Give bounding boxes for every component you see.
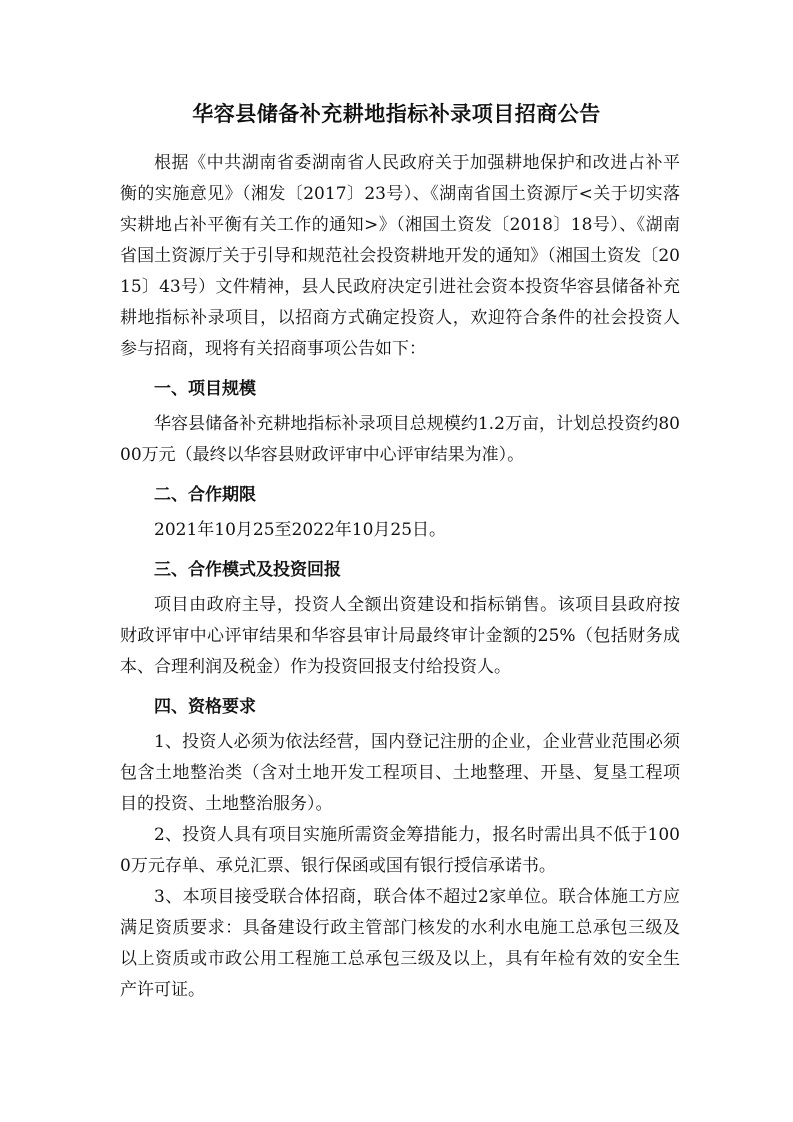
section-paragraph: 1、投资人必须为依法经营，国内登记注册的企业，企业营业范围必须包含土地整治类（含对土地开发工程项目、土地整理、开垦、复垦工程项目的投资、土地整治服务）。 [120, 732, 680, 814]
section-heading-qualification: 四、资格要求 [154, 697, 256, 717]
document-body [120, 148, 680, 1006]
section-paragraph: 3、本项目接受联合体招商，联合体不超过2家单位。联合体施工方应满足资质要求：具备建设行政主管部门核发的水利水电施工总承包三级及以上资质或市政公用工程施工总承包三级及以上，具有年检有效的安全生产许可证。 [120, 887, 680, 1000]
section-paragraph: 华容县储备补充耕地指标补录项目总规模约1.2万亩，计划总投资约8000万元（最终以华容县财政评审中心评审结果为准）。 [120, 414, 680, 465]
section-heading-term: 二、合作期限 [154, 485, 256, 505]
section-heading-model: 三、合作模式及投资回报 [154, 560, 341, 580]
intro-paragraph: 根据《中共湖南省委湖南省人民政府关于加强耕地保护和改进占补平衡的实施意见》（湘发〔2017〕23号）、《湖南省国土资源厅<关于切实落实耕地占补平衡有关工作的通知>》（湘国土资发〔2018〕18号）、《湖南省国土资源厅关于引导和规范社会投资耕地开发的通知》（湘国土资发〔2015〕43号）文件精神，县人民政府决定引进社会资本投资华容县储备补充耕地指标补录项目，以招商方式确定投资人，欢迎符合条件的社会投资人参与招商，现将有关招商事项公告如下： [120, 153, 680, 359]
section-paragraph: 2、投资人具有项目实施所需资金筹措能力，报名时需出具不低于1000万元存单、承兑汇票、银行保函或国有银行授信承诺书。 [120, 825, 680, 876]
page-title: 华容县储备补充耕地指标补录项目招商公告 [192, 102, 601, 126]
section-paragraph: 项目由政府主导，投资人全额出资建设和指标销售。该项目县政府按财政评审中心评审结果和华容县审计局最终审计金额的25%（包括财务成本、合理利润及税金）作为投资回报支付给投资人。 [120, 595, 680, 677]
section-heading-scale: 一、项目规模 [154, 379, 256, 399]
section-paragraph: 2021年10月25至2022年10月25日。 [154, 520, 447, 540]
